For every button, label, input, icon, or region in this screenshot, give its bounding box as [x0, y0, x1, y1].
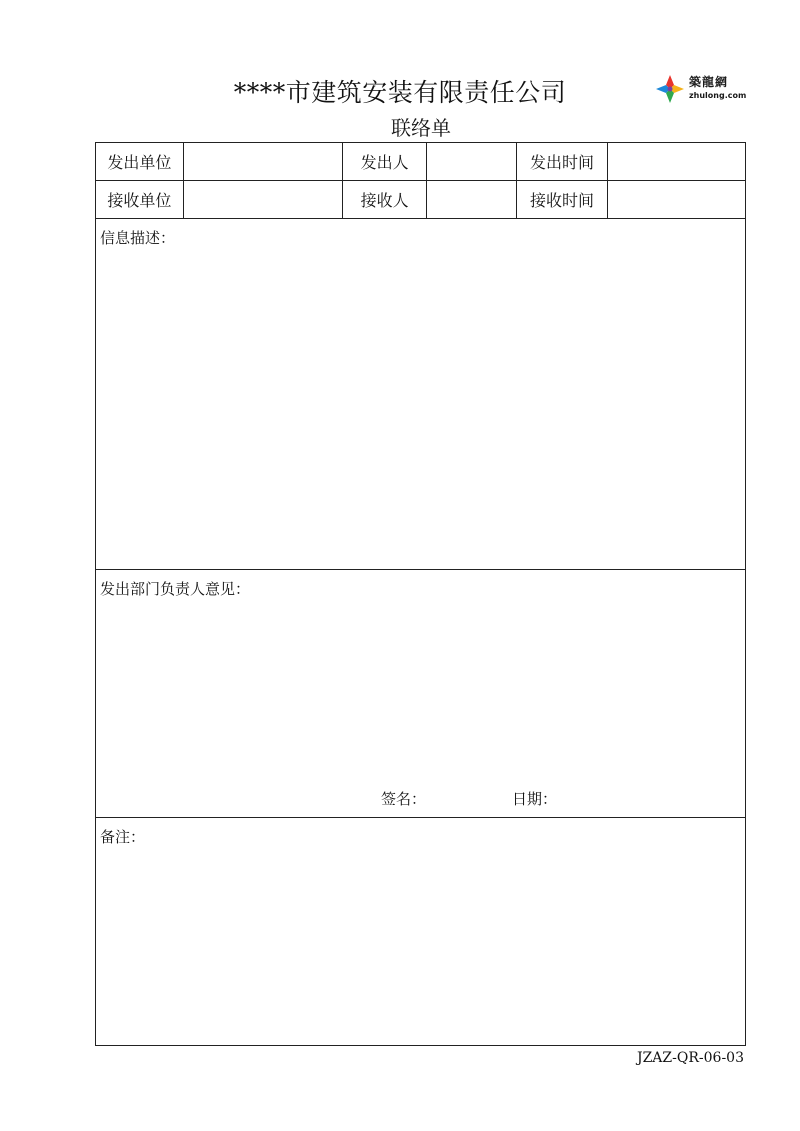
page-title: ****市建筑安装有限责任公司 [233, 78, 567, 107]
send-time-field[interactable] [608, 143, 745, 180]
form-subtitle: 联络单 [391, 116, 451, 140]
info-description-section[interactable] [96, 219, 745, 570]
zhulong-logo-icon [655, 74, 685, 104]
receive-time-field[interactable] [608, 181, 745, 218]
receiver-field[interactable] [427, 181, 517, 218]
signature-label: 签名： [381, 790, 427, 808]
sender-label: 发出人 [343, 143, 427, 180]
info-description-label: 信息描述： [100, 229, 176, 247]
form-row-sender [96, 143, 745, 181]
contact-form [95, 142, 746, 1046]
logo-brand-text: 築龍網 [689, 75, 729, 89]
sender-unit-label: 发出单位 [96, 143, 184, 180]
remarks-section[interactable] [96, 818, 745, 1045]
zhulong-logo [653, 72, 753, 106]
send-time-label: 发出时间 [517, 143, 609, 180]
receive-time-label: 接收时间 [517, 181, 609, 218]
receiver-unit-label: 接收单位 [96, 181, 184, 218]
department-opinion-section[interactable] [96, 570, 745, 818]
sender-field[interactable] [427, 143, 517, 180]
department-opinion-label: 发出部门负责人意见： [100, 580, 251, 598]
receiver-label: 接收人 [343, 181, 427, 218]
date-label: 日期： [512, 790, 558, 808]
logo-url-text: zhulong.com [689, 91, 747, 100]
remarks-label: 备注： [100, 828, 146, 846]
sender-unit-field[interactable] [184, 143, 344, 180]
form-row-receiver [96, 181, 745, 219]
receiver-unit-field[interactable] [184, 181, 344, 218]
document-code: JZAZ-QR-06-03 [636, 1050, 744, 1066]
